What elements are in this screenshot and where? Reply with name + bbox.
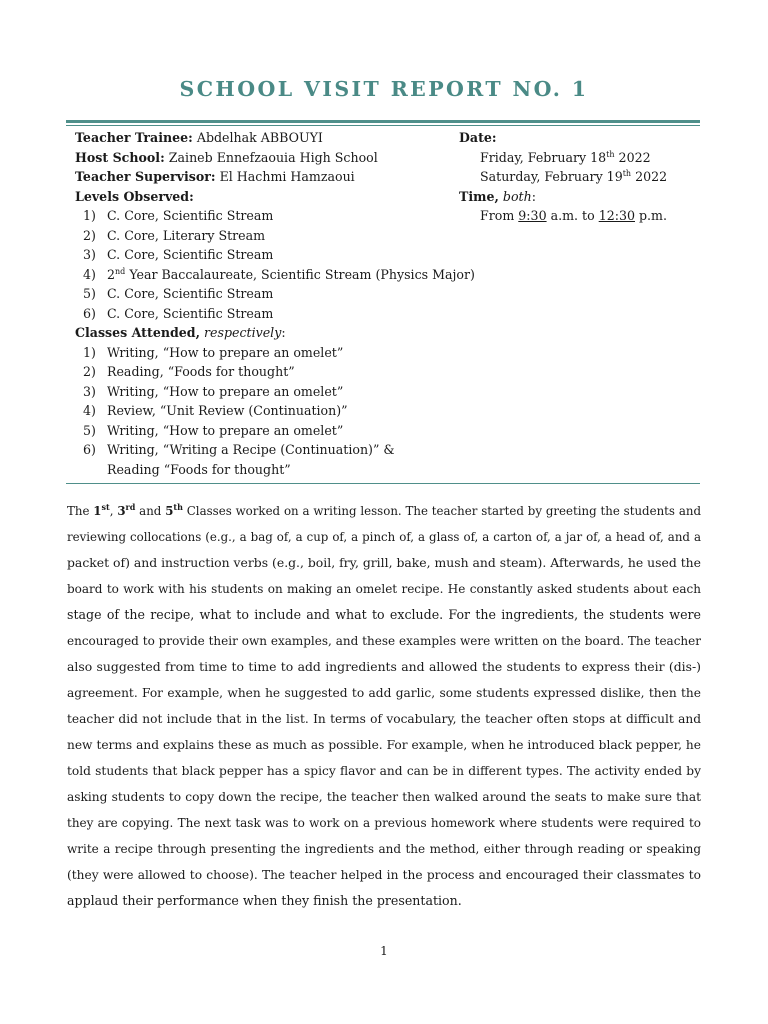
- header-rule-thick: [66, 120, 700, 123]
- trainee-label: Teacher Trainee: [75, 130, 189, 145]
- paragraph-line: stage of the recipe, what to include and what to exclude. For the ingredients, the students were: [67, 607, 701, 622]
- class-3: Writing, “How to prepare an omelet”: [107, 383, 344, 399]
- level-5: C. Core, Scientific Stream: [107, 286, 274, 301]
- date-time-info: [459, 128, 699, 226]
- list-item: 2) C. Core, Literary Stream: [83, 227, 266, 243]
- paragraph-line: (they were allowed to choose). The teacher helped in the process and encouraged their classmates to: [67, 868, 701, 882]
- time-heading: Time, both:: [459, 188, 536, 204]
- school-value: Zaineb Ennefzaouia High School: [168, 149, 378, 165]
- paragraph-line: board to work with his students on making an omelet recipe. He constantly asked students about each: [67, 582, 701, 596]
- time-label: Time,: [459, 188, 499, 204]
- paragraph-line: told students that black pepper has a spicy flavor and can be in different types. The activity ended by: [67, 764, 701, 778]
- class-1: Writing, “How to prepare an omelet”: [107, 344, 344, 360]
- level-4: Year Baccalaureate, Scientific Stream (Physics Major): [129, 266, 475, 282]
- level-3: C. Core, Scientific Stream: [107, 247, 274, 262]
- class-4: Review, “Unit Review (Continuation)”: [107, 403, 348, 418]
- time-label-italic: both: [502, 188, 532, 204]
- paragraph-line: packet of) and instruction verbs (e.g., boil, fry, grill, bake, mush and steam). Afterwards, he used the: [67, 555, 701, 570]
- paragraph-line: they are copying. The next task was to work on a previous homework where students were required to: [67, 816, 701, 830]
- time-range: From 9:30 a.m. to 12:30 p.m.: [480, 208, 667, 223]
- list-item: 5) Writing, “How to prepare an omelet”: [83, 422, 344, 438]
- list-item: 2) Reading, “Foods for thought”: [83, 364, 295, 379]
- supervisor-line: Teacher Supervisor: El Hachmi Hamzaoui: [75, 169, 355, 184]
- paragraph-line: reviewing collocations (e.g., a bag of, a cup of, a pinch of, a glass of, a carton of, a jar of, a head of, and a: [67, 530, 701, 544]
- list-item: 4) 2nd Year Baccalaureate, Scientific Stream (Physics Major): [83, 266, 475, 282]
- list-item: 5) C. Core, Scientific Stream: [83, 286, 274, 301]
- supervisor-value: El Hachmi Hamzaoui: [219, 169, 355, 184]
- paragraph-line: The 1st, 3rd and 5th Classes worked on a writing lesson. The teacher started by greeting the students and: [67, 502, 701, 518]
- paragraph-line: write a recipe through presenting the ingredients and the method, either through reading or speaking: [67, 842, 701, 856]
- level-2: C. Core, Literary Stream: [107, 227, 266, 243]
- page-number: 1: [380, 944, 388, 958]
- time-end: 12:30: [598, 208, 635, 223]
- levels-heading: Levels Observed:: [75, 188, 194, 204]
- levels-label: Levels Observed: [75, 188, 190, 204]
- school-line: Host School: Zaineb Ennefzaouia High School: [75, 149, 378, 165]
- date-label: Date: [459, 130, 492, 145]
- visit-info: [75, 128, 475, 479]
- class-2: Reading, “Foods for thought”: [107, 364, 295, 379]
- list-item: 6) C. Core, Scientific Stream: [83, 305, 274, 321]
- list-item: 1) Writing, “How to prepare an omelet”: [83, 344, 344, 360]
- list-item: 6) Writing, “Writing a Recipe (Continuation)” &: [83, 442, 395, 457]
- report-paragraph: [67, 498, 701, 914]
- paragraph-line: also suggested from time to time to add ingredients and allowed the students to express their (dis-): [67, 659, 701, 674]
- class-6-continued: Reading “Foods for thought”: [107, 461, 291, 477]
- list-item: 3) Writing, “How to prepare an omelet”: [83, 383, 344, 399]
- paragraph-line: teacher did not include that in the list. In terms of vocabulary, the teacher often stops at difficult and: [67, 712, 701, 726]
- page-title: SCHOOL VISIT REPORT NO. 1: [179, 77, 589, 101]
- list-item: 3) C. Core, Scientific Stream: [83, 247, 274, 262]
- supervisor-label: Teacher Supervisor: [75, 169, 211, 184]
- date-heading: Date:: [459, 130, 497, 145]
- time-start: 9:30: [518, 208, 547, 223]
- trainee-value: Abdelhak ABBOUYI: [196, 130, 323, 145]
- paragraph-line: agreement. For example, when he suggested to add garlic, some students expressed dislike, then the: [67, 686, 701, 700]
- level-1: C. Core, Scientific Stream: [107, 208, 274, 223]
- paragraph-line: new terms and explains these as much as possible. For example, when he introduced black pepper, he: [67, 738, 701, 752]
- school-label: Host School: [75, 149, 161, 165]
- paragraph-line: asking students to copy down the recipe, the teacher then walked around the seats to make sure that: [67, 790, 701, 804]
- level-6: C. Core, Scientific Stream: [107, 305, 274, 321]
- classes-heading: Classes Attended, respectively:: [75, 325, 286, 340]
- section-divider: [66, 483, 700, 484]
- classes-label-italic: respectively: [204, 325, 282, 340]
- paragraph-line: applaud their performance when they finish the presentation.: [67, 893, 462, 908]
- trainee-line: Teacher Trainee: Abdelhak ABBOUYI: [75, 130, 323, 145]
- header-rule-thin: [66, 125, 700, 126]
- class-5: Writing, “How to prepare an omelet”: [107, 422, 344, 438]
- date-day-2: Saturday, February 19th 2022: [480, 168, 668, 184]
- list-item: 1) C. Core, Scientific Stream: [83, 208, 274, 223]
- class-6: Writing, “Writing a Recipe (Continuation)” &: [107, 442, 395, 457]
- list-item: 4) Review, “Unit Review (Continuation)”: [83, 403, 348, 418]
- date-day-1: Friday, February 18th 2022: [480, 149, 651, 165]
- paragraph-line: encouraged to provide their own examples, and these examples were written on the board. The teacher: [67, 634, 701, 648]
- classes-label: Classes Attended,: [75, 325, 200, 340]
